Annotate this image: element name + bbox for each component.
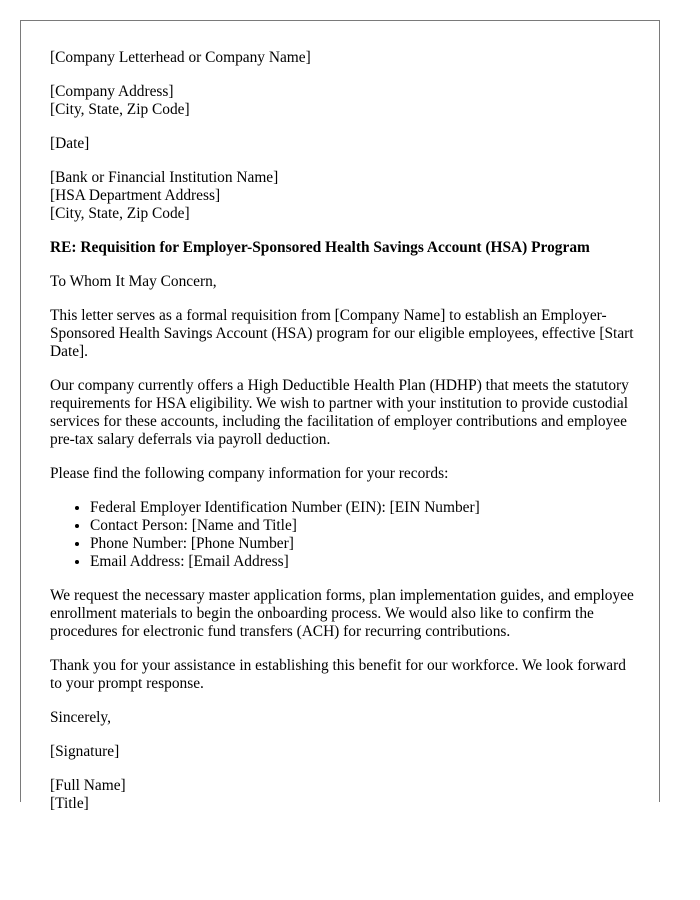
company-address: [Company Address] xyxy=(50,83,174,100)
letter-body xyxy=(50,49,635,829)
recipient-name: [Bank or Financial Institution Name] xyxy=(50,169,279,186)
body-paragraph-1: This letter serves as a formal requisition from [Company Name] to establish an Employer-Sponsored Health Savings Account (HSA) program for our eligible employees, effective [Start Date]. xyxy=(50,307,634,360)
body-paragraph-4: We request the necessary master application forms, plan implementation guides, and employee enrollment materials to begin the onboarding process. We would also like to confirm the procedures for electronic fund transfers (ACH) for recurring contributions. xyxy=(50,587,634,640)
company-info-list xyxy=(50,499,635,571)
list-item-ein: • Federal Employer Identification Number (EIN): [EIN Number] xyxy=(90,499,635,517)
letter-date: [Date] xyxy=(50,135,90,152)
signature-placeholder: [Signature] xyxy=(50,743,120,760)
signer-title: [Title] xyxy=(50,795,89,812)
recipient-department-address: [HSA Department Address] xyxy=(50,187,221,204)
recipient-city-state-zip: [City, State, Zip Code] xyxy=(50,205,190,222)
signer-block xyxy=(50,777,635,813)
body-paragraph-5: Thank you for your assistance in establishing this benefit for our workforce. We look forward to your prompt response. xyxy=(50,657,626,692)
company-city-state-zip: [City, State, Zip Code] xyxy=(50,101,190,118)
body-paragraph-2: Our company currently offers a High Deductible Health Plan (HDHP) that meets the statutory requirements for HSA eligibility. We wish to partner with your institution to provide custodial services for these accounts, including the facilitation of employer contributions and employee pre-tax salary deferrals via payroll deduction. xyxy=(50,377,629,448)
letter-page xyxy=(20,20,660,812)
signer-full-name: [Full Name] xyxy=(50,777,126,794)
list-item-contact-person: • Contact Person: [Name and Title] xyxy=(90,517,635,535)
sender-address-block xyxy=(50,83,635,119)
subject-line: RE: Requisition for Employer-Sponsored Health Savings Account (HSA) Program xyxy=(50,239,590,256)
closing: Sincerely, xyxy=(50,709,111,726)
salutation: To Whom It May Concern, xyxy=(50,273,217,290)
recipient-address-block xyxy=(50,169,635,223)
list-item-phone-number: • Phone Number: [Phone Number] xyxy=(90,535,635,553)
letterhead-block xyxy=(50,49,635,67)
company-letterhead: [Company Letterhead or Company Name] xyxy=(50,49,311,66)
body-paragraph-3: Please find the following company information for your records: xyxy=(50,465,449,482)
date-block xyxy=(50,135,635,153)
list-item-email-address: • Email Address: [Email Address] xyxy=(90,553,635,571)
